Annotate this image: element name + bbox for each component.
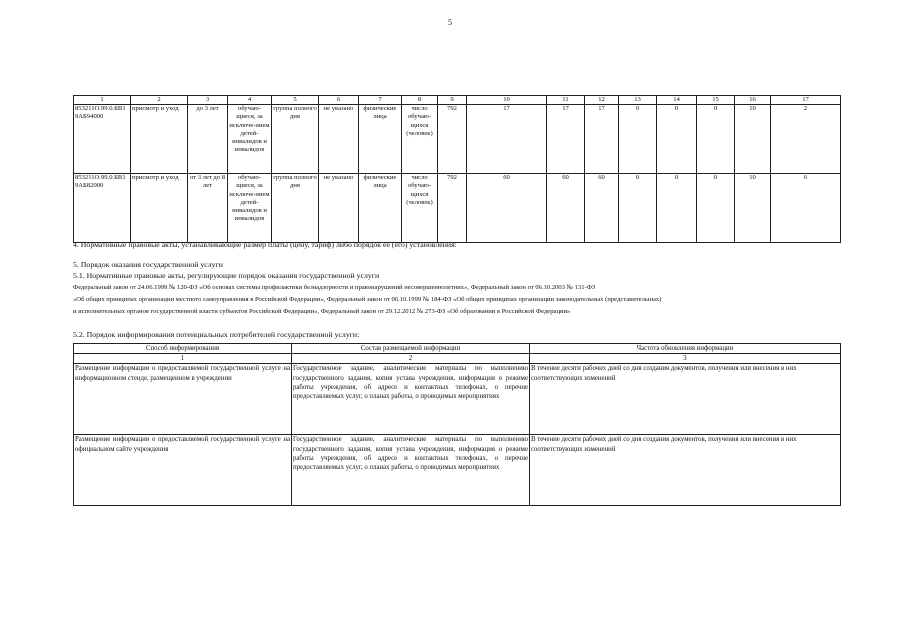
table-cell: присмотр и уход	[131, 174, 188, 243]
table-cell: 792	[438, 174, 467, 243]
column-number: 9	[438, 96, 467, 105]
table-cell: 10	[735, 174, 771, 243]
column-header-content: Состав размещаемой информации	[292, 344, 530, 354]
table-cell: обучаю-щиеся, за исключе-нием детей-инвалидов и инвалидов	[228, 174, 272, 243]
column-number: 17	[771, 96, 841, 105]
table-cell: 17	[467, 105, 547, 174]
column-number: 4	[228, 96, 272, 105]
table-row	[74, 105, 841, 174]
table-cell: группа полного дня	[272, 174, 319, 243]
table-cell: 0	[697, 105, 735, 174]
column-number: 3	[188, 96, 228, 105]
informing-content: Государственное задание, аналитические материалы по выполнению государственного задания, копия устава учреждения, информация о режиме работы учреждения, об адресе и контактных телефонах, о перечне предоставляемых услуг, о планах работы, о проводимых мероприятиях	[292, 364, 530, 435]
column-number: 2	[131, 96, 188, 105]
section-5-heading: 5. Порядок оказания государственной услуги	[73, 260, 223, 269]
table-cell: не указано	[319, 174, 359, 243]
registry-code: 853211О.99.0.БВ1 9АБ82000	[74, 174, 131, 243]
legal-acts-line: Федеральный закон от 24.06.1999 № 120-ФЗ «Об основах системы профилактики безнадзорности и правонарушений несовершеннолетних», Федеральный закон от 06.10.2003 № 131-ФЗ	[73, 284, 596, 291]
section-4-heading: 4. Нормативные правовые акты, устанавливающие размер платы (цену, тариф) либо порядок ее (его) установления:	[73, 240, 457, 249]
table-cell: 60	[467, 174, 547, 243]
table-header-row	[74, 96, 841, 105]
informing-frequency: В течение десяти рабочих дней со дня создания документов, получения или внесения в них соответствующих изменений	[530, 435, 841, 506]
column-number: 11	[547, 96, 585, 105]
column-number: 3	[530, 354, 841, 364]
column-number: 1	[74, 354, 292, 364]
section-5-1-heading: 5.1. Нормативные правовые акты, регулирующие порядок оказания государственной услуги	[73, 271, 380, 280]
column-number: 15	[697, 96, 735, 105]
column-number: 1	[74, 96, 131, 105]
table-number-row	[74, 354, 841, 364]
column-header-method: Способ информирования	[74, 344, 292, 354]
informing-method: Размещение информации о предоставляемой государственной услуге на информационном стенде, размещенном в учреждении	[74, 364, 292, 435]
table-cell: физические лица	[359, 105, 402, 174]
table-header-row	[74, 344, 841, 354]
column-number: 13	[619, 96, 657, 105]
table-cell: группа полного дня	[272, 105, 319, 174]
legal-acts-line: «Об общих принципах организации местного самоуправления в Российской Федерации», Федеральный закон от 06.10.1999 № 184-ФЗ «Об общих принципах организации законодательных (представительных)	[73, 296, 662, 303]
page-number: 5	[448, 18, 452, 27]
table-cell: 0	[697, 174, 735, 243]
table-cell: присмотр и уход	[131, 105, 188, 174]
table-cell: 60	[547, 174, 585, 243]
column-header-frequency: Частота обновления информации	[530, 344, 841, 354]
table-cell: число обучаю-щихся (человек)	[402, 174, 438, 243]
section-5-2-heading: 5.2. Порядок информирования потенциальных потребителей государственной услуги:	[73, 330, 360, 339]
table-cell: от 3 лет до 8 лет	[188, 174, 228, 243]
table-row	[74, 364, 841, 435]
informing-method: Размещение информации о предоставляемой государственной услуге на официальном сайте учреждения	[74, 435, 292, 506]
table-cell: 0	[657, 174, 697, 243]
table-cell: физические лица	[359, 174, 402, 243]
table-cell: 17	[585, 105, 619, 174]
table-cell: 10	[735, 105, 771, 174]
table-cell: 0	[619, 105, 657, 174]
table-row	[74, 435, 841, 506]
column-number: 7	[359, 96, 402, 105]
table-cell: до 3 лет	[188, 105, 228, 174]
registry-code: 853211О.99.0.БВ1 9АБ94000	[74, 105, 131, 174]
table-cell: обучаю-щиеся, за исключе-нием детей-инвалидов и инвалидов	[228, 105, 272, 174]
table-cell: 0	[619, 174, 657, 243]
column-number: 6	[319, 96, 359, 105]
column-number: 12	[585, 96, 619, 105]
table-cell: 6	[771, 174, 841, 243]
informing-frequency: В течение десяти рабочих дней со дня создания документов, получения или внесения в них соответствующих изменений	[530, 364, 841, 435]
table-cell: число обучаю-щихся (человек)	[402, 105, 438, 174]
table-cell: 17	[547, 105, 585, 174]
table-cell: 2	[771, 105, 841, 174]
informing-content: Государственное задание, аналитические материалы по выполнению государственного задания, копия устава учреждения, информация о режиме работы учреждения, об адресе и контактных телефонах, о перечне предоставляемых услуг, о планах работы, о проводимых мероприятиях	[292, 435, 530, 506]
table-cell: 60	[585, 174, 619, 243]
service-volume-table	[73, 95, 841, 243]
column-number: 14	[657, 96, 697, 105]
table-cell: 0	[657, 105, 697, 174]
table-cell: не указано	[319, 105, 359, 174]
column-number: 8	[402, 96, 438, 105]
table-cell: 792	[438, 105, 467, 174]
column-number: 10	[467, 96, 547, 105]
column-number: 2	[292, 354, 530, 364]
column-number: 5	[272, 96, 319, 105]
informing-table	[73, 343, 841, 506]
legal-acts-line: и исполнительных органов государственной власти субъектов Российской Федерации», Федеральный закон от 29.12.2012 № 273-ФЗ «Об образовании в Российской Федерации»	[73, 308, 571, 315]
table-row	[74, 174, 841, 243]
column-number: 16	[735, 96, 771, 105]
